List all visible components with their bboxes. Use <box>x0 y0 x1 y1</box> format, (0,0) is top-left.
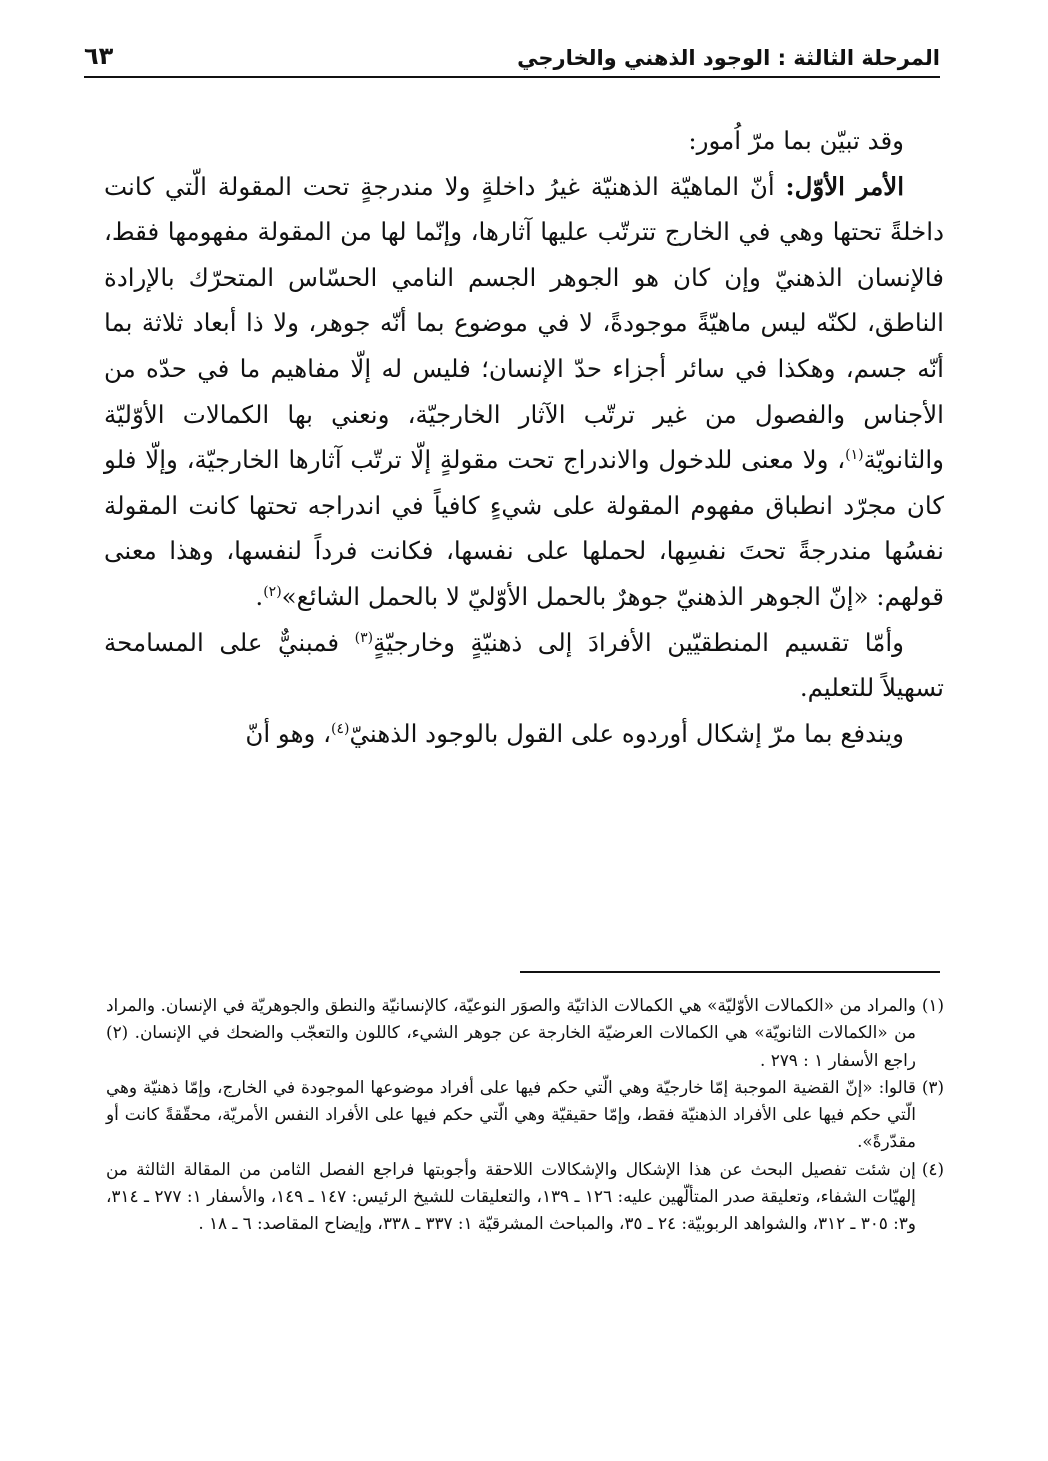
footnote-ref-4: (٤) <box>331 720 350 737</box>
running-title: المرحلة الثالثة : الوجود الذهني والخارجي <box>517 46 940 70</box>
first-matter-end: . <box>255 581 264 611</box>
footnote-3 <box>106 1074 944 1156</box>
intro-line: وقد تبيّن بما مرّ اُمور: <box>688 126 904 155</box>
footnote-1 <box>106 992 944 1074</box>
footnote-text: قالوا: «إنّ القضية الموجبة إمّا خارجيّة وهي الّتي حكم فيها على أفراد موضوعها الموجودة في الخارج، وإمّا ذهنيّة وهي الّتي حكم فيها على الأفراد الذهنيّة فقط، وإمّا حقيقيّة وهي الّتي حكم فيها على الأفراد النفس الأمريّة، محقّقةً كانت أو مقدّرةً». <box>106 1076 916 1152</box>
footnote-text: إن شئت تفصيل البحث عن هذا الإشكال والإشكالات اللاحقة وأجوبتها فراجع الفصل الثامن من المقالة الثالثة من إلهيّات الشفاء، وتعليقة صدر المتألّهين عليه: ١٢٦ ـ ١٣٩، والتعليقات للشيخ الرئيس: ١٤٧ ـ ١٤٩، والأسفار ١: ٢٧٧ ـ ٣١٤، و٣: ٣٠٥ ـ ٣١٢، والشواهد الربوبيّة: ٢٤ ـ ٣٥، والمباحث المشرقيّة ١: ٣٣٧ ـ ٣٣٨، وإيضاح المقاصد: ٦ ـ ١٨ . <box>106 1158 916 1234</box>
footnote-ref-2: (٢) <box>263 583 282 600</box>
logicians-text-part2: فمبنيٌّ على المسامحة تسهيلاً للتعليم. <box>104 627 944 703</box>
logicians-paragraph <box>104 620 944 711</box>
footnote-number: (١) <box>921 995 944 1015</box>
first-matter-paragraph <box>104 164 944 620</box>
footnote-4 <box>106 1156 944 1238</box>
first-matter-text-part1: أنّ الماهيّة الذهنيّة غيرُ داخلةٍ ولا مندرجةٍ تحت المقولة الّتي كانت داخلةً تحتها وهي في الخارج تترتّب عليها آثارها، وإنّما لها من المقولة مفهومها فقط، فالإنسان الذهنيّ وإن كان هو الجوهر الجسم النامي الحسّاس المتحرّك بالإرادة الناطق، لكنّه ليس ماهيّةً موجودةً، لا في موضوع بما أنّه جوهر، ولا ذا أبعاد ثلاثة بما أنّه جسم، وهكذا في سائر أجزاء حدّ الإنسان؛ فليس له إلّا مفاهيم ما في حدّه من الأجناس والفصول من غير ترتّب الآثار الخارجيّة، ونعني بها الكمالات الأوّليّة والثانويّة <box>104 171 944 475</box>
first-matter-label: الأمر الأوّل: <box>785 171 905 201</box>
first-matter-text-part2: ، ولا معنى للدخول والاندراج تحت مقولةٍ إلّا ترتّب آثارها الخارجيّة، وإلّا فلو كان مجرّد انطباق مفهوم المقولة على شيءٍ كافياً في اندراجه تحتها كانت المقولة نفسُها مندرجةً تحتَ نفسِها، لحملها على نفسها، فكانت فرداً لنفسها، وهذا معنى قولهم: «إنّ الجوهر الذهنيّ جوهرٌ بالحمل الأوّليّ لا بالحمل الشائع» <box>104 445 944 611</box>
objection-paragraph <box>104 711 944 757</box>
footnotes <box>106 992 944 1238</box>
footnote-number: (٣) <box>921 1076 944 1097</box>
footnote-number: (٤) <box>921 1158 944 1179</box>
footnote-ref-1: (١) <box>845 447 864 463</box>
objection-text-part2: ، وهو أنّ <box>245 718 332 748</box>
footnote-text: والمراد من «الكمالات الأوّليّة» هي الكمالات الذاتيّة والصوَر النوعيّة، كالإنسانيّة والنطق والجوهريّة في الإنسان. والمراد من «الكمالات الثانويّة» هي الكمالات العرضيّة الخارجة عن جوهر الشيء، كاللون والتعجّب والضحك في الإنسان. (٢) راجع الأسفار ١ : ٢٧٩ . <box>106 995 916 1070</box>
objection-text-part1: ويندفع بما مرّ إشكال أوردوه على القول بالوجود الذهنيّ <box>349 718 904 748</box>
logicians-text-part1: وأمّا تقسيم المنطقيّين الأفرادَ إلى ذهنيّةٍ وخارجيّةٍ <box>373 627 904 657</box>
main-text <box>104 118 944 756</box>
page-header <box>84 30 940 78</box>
footnote-ref-3: (٣) <box>354 629 374 646</box>
footnote-separator <box>520 971 940 973</box>
page-number: ٦٣ <box>84 42 114 70</box>
